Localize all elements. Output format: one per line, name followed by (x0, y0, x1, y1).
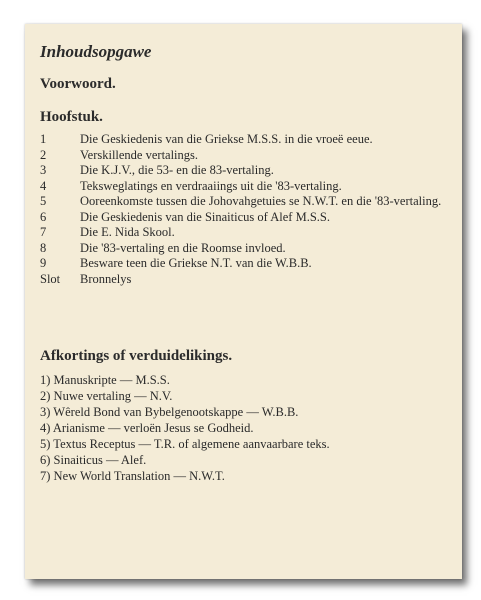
chapter-number: 6 (40, 209, 47, 224)
chapter-title: Verskillende vertalings. (80, 147, 199, 162)
chapter-number: 8 (40, 240, 47, 255)
foreword-heading: Voorwoord. (40, 76, 116, 92)
chapter-row (40, 256, 450, 272)
chapter-row (40, 163, 450, 179)
abbreviation-item: 7) New World Translation — N.W.T. (40, 469, 225, 483)
chapter-number: 7 (40, 225, 47, 239)
chapter-number: 9 (40, 256, 47, 270)
chapter-number: Slot (40, 271, 61, 286)
chapter-row (40, 225, 450, 241)
chapter-row (40, 210, 450, 226)
chapter-row (40, 194, 450, 210)
chapter-row (40, 241, 450, 257)
chapter-number: 5 (40, 194, 47, 208)
chapter-title: Die K.J.V., die 53- en die 83-vertaling. (80, 163, 274, 177)
page-title: Inhoudsopgawe (40, 42, 152, 61)
chapter-row (40, 272, 450, 288)
chapter-row (40, 179, 450, 195)
abbreviation-item: 3) Wêreld Bond van Bybelgenootskappe — W.B.B. (40, 405, 299, 419)
chapter-row (40, 132, 450, 148)
chapter-number: 1 (40, 132, 47, 146)
chapter-row (40, 148, 450, 164)
chapter-title: Teksweglatings en verdraaiings uit die '83-vertaling. (80, 178, 342, 193)
abbreviations-heading: Afkortings of verduidelikings. (40, 348, 233, 364)
chapter-title: Bronnelys (80, 271, 132, 286)
chapter-title: Die Geskiedenis van die Sinaiticus of Alef M.S.S. (80, 209, 330, 224)
chapter-title: Die Geskiedenis van die Griekse M.S.S. in die vroeë eeue. (80, 132, 373, 146)
abbreviation-item: 1) Manuskripte — M.S.S. (40, 373, 170, 387)
chapters-heading: Hoofstuk. (40, 109, 103, 125)
chapter-title: Die E. Nida Skool. (80, 225, 175, 239)
abbreviation-list (40, 372, 450, 484)
chapter-number: 3 (40, 163, 47, 177)
chapter-title: Die '83-vertaling en die Roomse invloed. (80, 240, 286, 255)
abbreviation-item: 2) Nuwe vertaling — N.V. (40, 389, 173, 403)
chapter-number: 4 (40, 178, 47, 193)
abbreviation-item: 5) Textus Receptus — T.R. of algemene aanvaarbare teks. (40, 437, 330, 451)
chapter-title: Ooreenkomste tussen die Johovahgetuies se N.W.T. en die '83-vertaling. (80, 194, 442, 208)
document-page (25, 24, 462, 579)
chapter-list (40, 132, 450, 287)
abbreviation-item: 6) Sinaiticus — Alef. (40, 453, 147, 467)
chapter-title: Besware teen die Griekse N.T. van die W.B.B. (80, 256, 312, 270)
chapter-number: 2 (40, 147, 47, 162)
abbreviation-item: 4) Arianisme — verloën Jesus se Godheid. (40, 421, 254, 435)
